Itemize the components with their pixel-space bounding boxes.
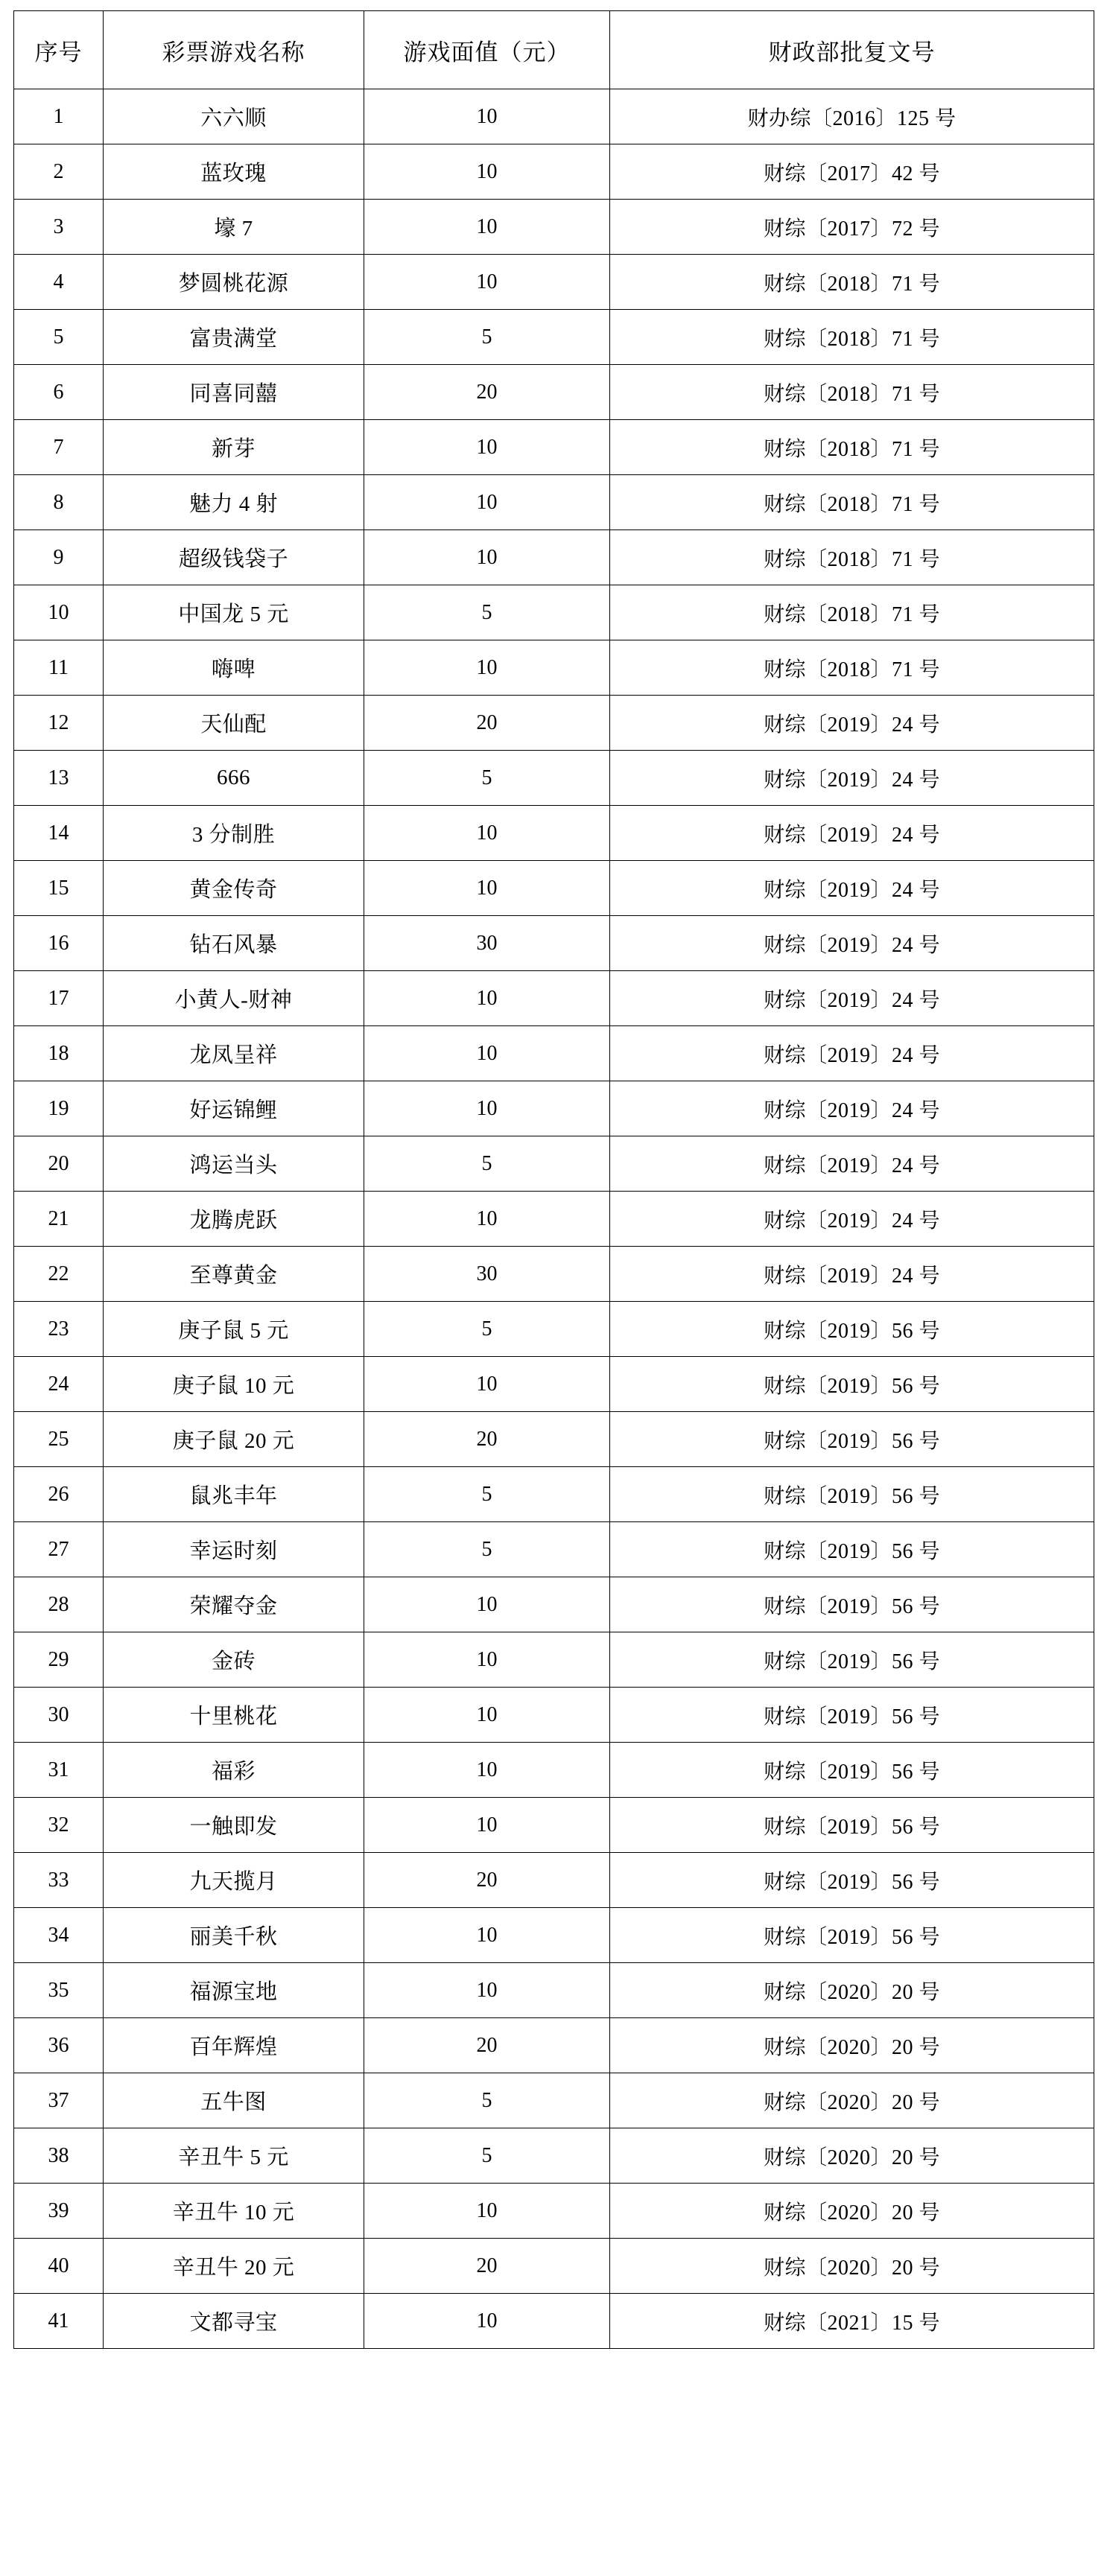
cell-name: 小黄人-财神 [104, 971, 364, 1026]
cell-name: 龙腾虎跃 [104, 1192, 364, 1247]
cell-no: 29 [14, 1632, 104, 1688]
cell-no: 24 [14, 1357, 104, 1412]
cell-doc: 财综〔2019〕24 号 [610, 971, 1094, 1026]
cell-value: 10 [364, 1798, 610, 1853]
cell-doc: 财综〔2018〕71 号 [610, 255, 1094, 310]
cell-value: 10 [364, 861, 610, 916]
cell-value: 5 [364, 1467, 610, 1522]
table-row [14, 1632, 1094, 1688]
cell-doc: 财综〔2019〕56 号 [610, 1357, 1094, 1412]
cell-name: 黄金传奇 [104, 861, 364, 916]
column-header-no: 序号 [14, 11, 104, 89]
table-row [14, 861, 1094, 916]
cell-doc: 财综〔2019〕24 号 [610, 1081, 1094, 1136]
table-row [14, 1522, 1094, 1577]
cell-value: 30 [364, 916, 610, 971]
cell-name: 中国龙 5 元 [104, 585, 364, 640]
cell-value: 30 [364, 1247, 610, 1302]
cell-name: 鸿运当头 [104, 1136, 364, 1192]
cell-value: 20 [364, 1412, 610, 1467]
cell-value: 10 [364, 1688, 610, 1743]
cell-doc: 财综〔2020〕20 号 [610, 2018, 1094, 2073]
cell-value: 20 [364, 1853, 610, 1908]
cell-doc: 财综〔2019〕24 号 [610, 1136, 1094, 1192]
table-row [14, 916, 1094, 971]
cell-no: 22 [14, 1247, 104, 1302]
table-row [14, 475, 1094, 530]
cell-no: 25 [14, 1412, 104, 1467]
table-row [14, 2073, 1094, 2128]
cell-name: 金砖 [104, 1632, 364, 1688]
table-row [14, 751, 1094, 806]
cell-value: 10 [364, 1963, 610, 2018]
cell-no: 11 [14, 640, 104, 696]
column-header-doc: 财政部批复文号 [610, 11, 1094, 89]
cell-no: 8 [14, 475, 104, 530]
cell-value: 5 [364, 1522, 610, 1577]
cell-no: 20 [14, 1136, 104, 1192]
cell-no: 30 [14, 1688, 104, 1743]
cell-no: 18 [14, 1026, 104, 1081]
cell-value: 10 [364, 475, 610, 530]
cell-no: 41 [14, 2294, 104, 2349]
cell-doc: 财综〔2019〕24 号 [610, 751, 1094, 806]
cell-value: 10 [364, 806, 610, 861]
table-row [14, 255, 1094, 310]
table-row [14, 1192, 1094, 1247]
table-row [14, 1853, 1094, 1908]
cell-no: 1 [14, 89, 104, 144]
cell-value: 10 [364, 144, 610, 200]
cell-doc: 财综〔2019〕56 号 [610, 1467, 1094, 1522]
cell-name: 一触即发 [104, 1798, 364, 1853]
cell-value: 5 [364, 585, 610, 640]
cell-value: 10 [364, 1192, 610, 1247]
table-row [14, 1908, 1094, 1963]
table-header [14, 11, 1094, 89]
cell-name: 六六顺 [104, 89, 364, 144]
cell-no: 17 [14, 971, 104, 1026]
table-row [14, 1302, 1094, 1357]
cell-doc: 财综〔2018〕71 号 [610, 475, 1094, 530]
cell-value: 10 [364, 1357, 610, 1412]
cell-value: 10 [364, 200, 610, 255]
table-row [14, 2018, 1094, 2073]
cell-value: 20 [364, 696, 610, 751]
cell-name: 嗨啤 [104, 640, 364, 696]
cell-name: 庚子鼠 5 元 [104, 1302, 364, 1357]
cell-no: 40 [14, 2239, 104, 2294]
cell-name: 九天揽月 [104, 1853, 364, 1908]
table-row [14, 640, 1094, 696]
cell-name: 丽美千秋 [104, 1908, 364, 1963]
cell-no: 38 [14, 2128, 104, 2184]
cell-no: 5 [14, 310, 104, 365]
table-row [14, 806, 1094, 861]
cell-value: 10 [364, 1081, 610, 1136]
cell-doc: 财综〔2018〕71 号 [610, 585, 1094, 640]
cell-value: 10 [364, 420, 610, 475]
cell-no: 19 [14, 1081, 104, 1136]
table-row [14, 2239, 1094, 2294]
cell-doc: 财综〔2019〕24 号 [610, 806, 1094, 861]
cell-name: 文都寻宝 [104, 2294, 364, 2349]
cell-no: 13 [14, 751, 104, 806]
table-row [14, 1081, 1094, 1136]
column-header-value: 游戏面值（元） [364, 11, 610, 89]
cell-name: 魅力 4 射 [104, 475, 364, 530]
cell-no: 33 [14, 1853, 104, 1908]
table-row [14, 1247, 1094, 1302]
cell-value: 20 [364, 2239, 610, 2294]
cell-name: 好运锦鲤 [104, 1081, 364, 1136]
cell-name: 钻石风暴 [104, 916, 364, 971]
cell-no: 26 [14, 1467, 104, 1522]
cell-value: 5 [364, 2073, 610, 2128]
table-row [14, 1798, 1094, 1853]
cell-doc: 财综〔2019〕24 号 [610, 1026, 1094, 1081]
cell-doc: 财综〔2019〕56 号 [610, 1743, 1094, 1798]
table-row [14, 200, 1094, 255]
cell-doc: 财综〔2019〕56 号 [610, 1908, 1094, 1963]
cell-name: 壕 7 [104, 200, 364, 255]
cell-name: 庚子鼠 10 元 [104, 1357, 364, 1412]
cell-no: 31 [14, 1743, 104, 1798]
table-row [14, 365, 1094, 420]
cell-value: 10 [364, 1908, 610, 1963]
cell-value: 5 [364, 1302, 610, 1357]
table-row [14, 1688, 1094, 1743]
cell-no: 28 [14, 1577, 104, 1632]
cell-name: 辛丑牛 5 元 [104, 2128, 364, 2184]
cell-doc: 财综〔2019〕24 号 [610, 1247, 1094, 1302]
cell-no: 4 [14, 255, 104, 310]
cell-value: 10 [364, 1026, 610, 1081]
cell-no: 10 [14, 585, 104, 640]
cell-doc: 财综〔2019〕56 号 [610, 1412, 1094, 1467]
cell-no: 21 [14, 1192, 104, 1247]
cell-doc: 财综〔2020〕20 号 [610, 2239, 1094, 2294]
cell-no: 9 [14, 530, 104, 585]
cell-doc: 财综〔2020〕20 号 [610, 2128, 1094, 2184]
cell-value: 5 [364, 310, 610, 365]
cell-value: 10 [364, 971, 610, 1026]
table-row [14, 530, 1094, 585]
cell-doc: 财综〔2018〕71 号 [610, 420, 1094, 475]
cell-name: 666 [104, 751, 364, 806]
cell-no: 3 [14, 200, 104, 255]
cell-name: 超级钱袋子 [104, 530, 364, 585]
cell-name: 幸运时刻 [104, 1522, 364, 1577]
cell-value: 10 [364, 1743, 610, 1798]
cell-doc: 财综〔2019〕56 号 [610, 1853, 1094, 1908]
cell-no: 15 [14, 861, 104, 916]
cell-no: 37 [14, 2073, 104, 2128]
cell-doc: 财办综〔2016〕125 号 [610, 89, 1094, 144]
cell-no: 23 [14, 1302, 104, 1357]
cell-no: 7 [14, 420, 104, 475]
cell-name: 同喜同囍 [104, 365, 364, 420]
cell-value: 20 [364, 365, 610, 420]
cell-no: 2 [14, 144, 104, 200]
cell-no: 35 [14, 1963, 104, 2018]
cell-value: 10 [364, 1632, 610, 1688]
table-row [14, 1743, 1094, 1798]
cell-doc: 财综〔2019〕24 号 [610, 916, 1094, 971]
cell-doc: 财综〔2017〕42 号 [610, 144, 1094, 200]
cell-doc: 财综〔2019〕56 号 [610, 1688, 1094, 1743]
cell-value: 10 [364, 640, 610, 696]
cell-value: 20 [364, 2018, 610, 2073]
cell-no: 36 [14, 2018, 104, 2073]
cell-value: 10 [364, 530, 610, 585]
cell-no: 16 [14, 916, 104, 971]
lottery-games-table [13, 10, 1094, 2349]
cell-value: 10 [364, 89, 610, 144]
cell-doc: 财综〔2019〕24 号 [610, 696, 1094, 751]
cell-no: 27 [14, 1522, 104, 1577]
cell-no: 14 [14, 806, 104, 861]
cell-no: 6 [14, 365, 104, 420]
cell-name: 3 分制胜 [104, 806, 364, 861]
table-row [14, 1963, 1094, 2018]
cell-name: 辛丑牛 10 元 [104, 2184, 364, 2239]
cell-name: 五牛图 [104, 2073, 364, 2128]
table-row [14, 696, 1094, 751]
table-row [14, 2294, 1094, 2349]
table-row [14, 144, 1094, 200]
cell-doc: 财综〔2020〕20 号 [610, 1963, 1094, 2018]
cell-name: 梦圆桃花源 [104, 255, 364, 310]
cell-name: 福彩 [104, 1743, 364, 1798]
cell-no: 34 [14, 1908, 104, 1963]
table-row [14, 1412, 1094, 1467]
cell-doc: 财综〔2018〕71 号 [610, 310, 1094, 365]
cell-value: 5 [364, 1136, 610, 1192]
cell-name: 荣耀夺金 [104, 1577, 364, 1632]
cell-value: 10 [364, 255, 610, 310]
table-row [14, 2184, 1094, 2239]
cell-doc: 财综〔2021〕15 号 [610, 2294, 1094, 2349]
cell-name: 十里桃花 [104, 1688, 364, 1743]
table-row [14, 1026, 1094, 1081]
table-row [14, 310, 1094, 365]
cell-doc: 财综〔2019〕56 号 [610, 1577, 1094, 1632]
cell-no: 39 [14, 2184, 104, 2239]
table-row [14, 1357, 1094, 1412]
cell-no: 32 [14, 1798, 104, 1853]
table-row [14, 420, 1094, 475]
cell-name: 天仙配 [104, 696, 364, 751]
table-row [14, 971, 1094, 1026]
cell-name: 庚子鼠 20 元 [104, 1412, 364, 1467]
column-header-name: 彩票游戏名称 [104, 11, 364, 89]
table-row [14, 1136, 1094, 1192]
cell-doc: 财综〔2019〕56 号 [610, 1302, 1094, 1357]
cell-value: 10 [364, 2184, 610, 2239]
cell-name: 蓝玫瑰 [104, 144, 364, 200]
cell-doc: 财综〔2019〕56 号 [610, 1522, 1094, 1577]
cell-value: 10 [364, 2294, 610, 2349]
cell-name: 鼠兆丰年 [104, 1467, 364, 1522]
table-row [14, 2128, 1094, 2184]
cell-no: 12 [14, 696, 104, 751]
table-body [14, 89, 1094, 2349]
cell-doc: 财综〔2019〕24 号 [610, 1192, 1094, 1247]
cell-name: 富贵满堂 [104, 310, 364, 365]
cell-doc: 财综〔2020〕20 号 [610, 2073, 1094, 2128]
cell-doc: 财综〔2018〕71 号 [610, 530, 1094, 585]
table-header-row [14, 11, 1094, 89]
cell-name: 新芽 [104, 420, 364, 475]
table-row [14, 1467, 1094, 1522]
cell-value: 5 [364, 751, 610, 806]
cell-doc: 财综〔2019〕56 号 [610, 1632, 1094, 1688]
table-row [14, 1577, 1094, 1632]
cell-doc: 财综〔2020〕20 号 [610, 2184, 1094, 2239]
cell-name: 至尊黄金 [104, 1247, 364, 1302]
cell-value: 5 [364, 2128, 610, 2184]
cell-value: 10 [364, 1577, 610, 1632]
cell-doc: 财综〔2018〕71 号 [610, 640, 1094, 696]
cell-name: 福源宝地 [104, 1963, 364, 2018]
table-row [14, 89, 1094, 144]
cell-doc: 财综〔2018〕71 号 [610, 365, 1094, 420]
cell-doc: 财综〔2019〕56 号 [610, 1798, 1094, 1853]
cell-doc: 财综〔2019〕24 号 [610, 861, 1094, 916]
table-row [14, 585, 1094, 640]
cell-name: 百年辉煌 [104, 2018, 364, 2073]
cell-doc: 财综〔2017〕72 号 [610, 200, 1094, 255]
cell-name: 辛丑牛 20 元 [104, 2239, 364, 2294]
cell-name: 龙凤呈祥 [104, 1026, 364, 1081]
